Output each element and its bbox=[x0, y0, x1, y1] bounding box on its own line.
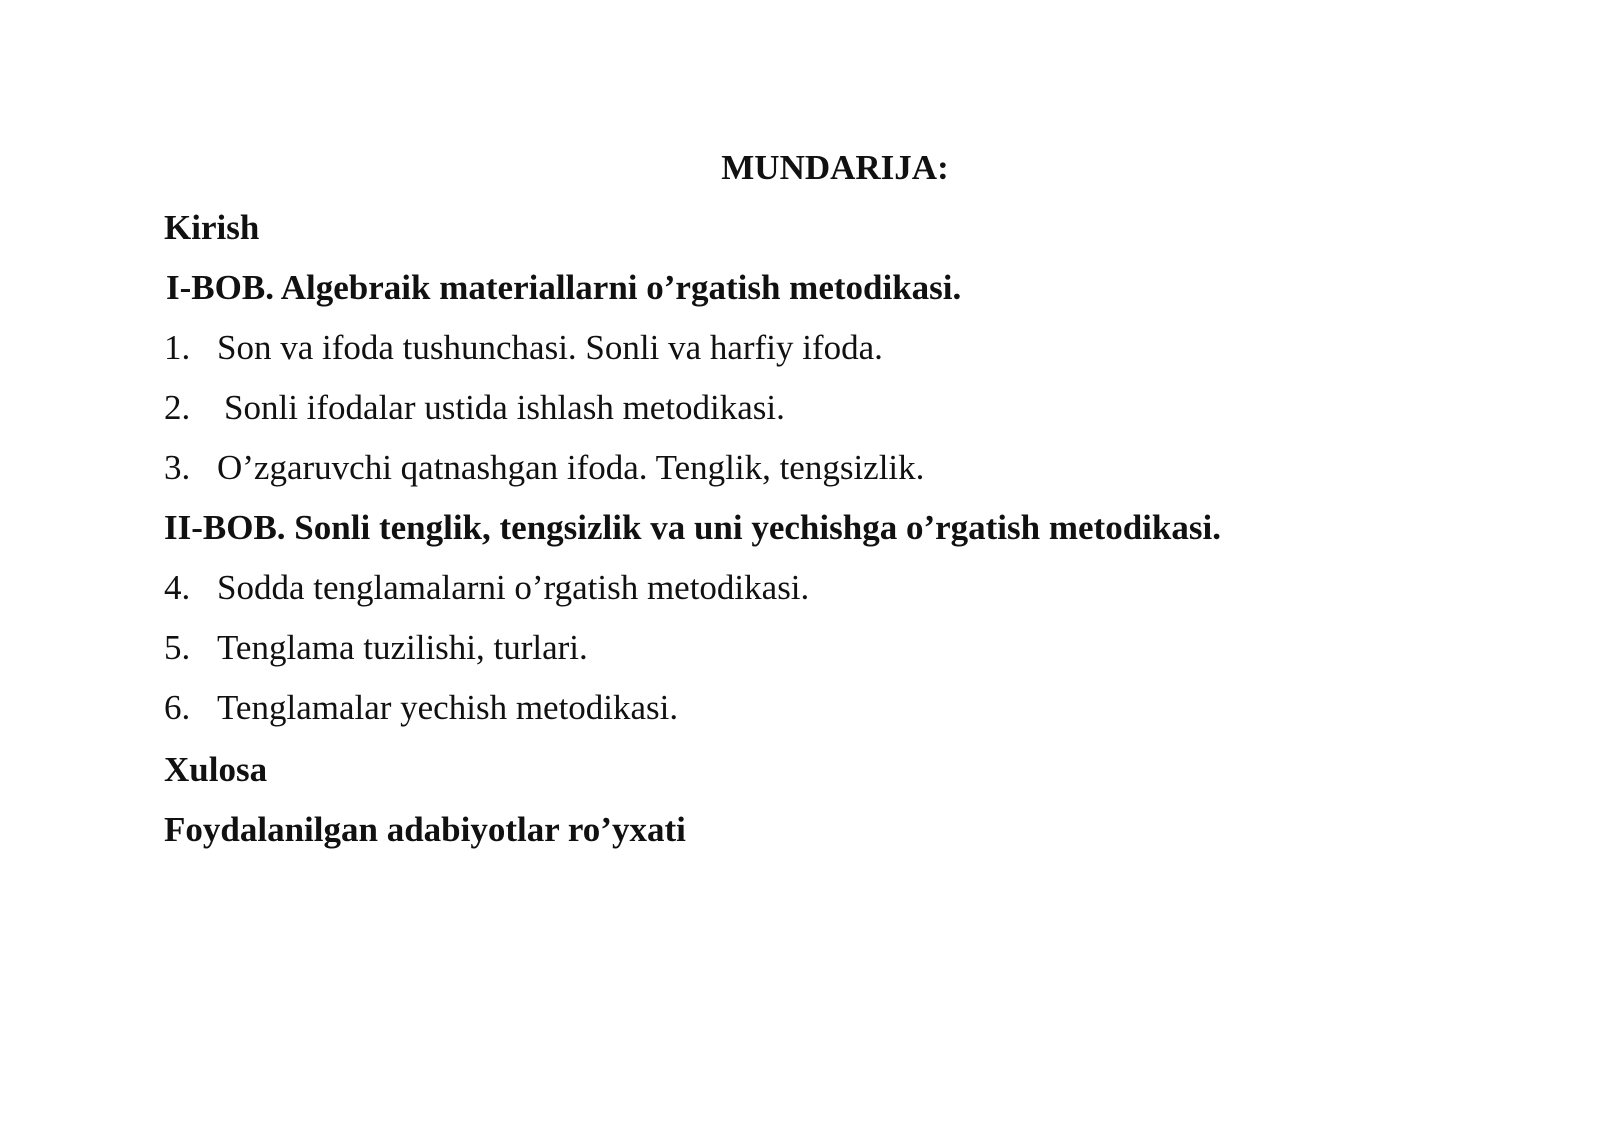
toc-item-number: 5. bbox=[164, 628, 191, 667]
toc-item-text: Tenglamalar yechish metodikasi. bbox=[217, 688, 679, 727]
toc-item-number: 6. bbox=[164, 688, 191, 727]
toc-item-2 bbox=[164, 386, 785, 430]
toc-item-text: Sonli ifodalar ustida ishlash metodikasi. bbox=[224, 388, 785, 427]
toc-item-6 bbox=[164, 686, 678, 730]
toc-item-3 bbox=[164, 446, 924, 490]
toc-chapter1-heading: I-BOB. Algebraik materiallarni o’rgatish metodikasi. bbox=[166, 268, 962, 307]
toc-item-number: 2. bbox=[164, 388, 191, 427]
toc-intro: Kirish bbox=[164, 208, 260, 247]
toc-item-text: Sodda tenglamalarni o’rgatish metodikasi. bbox=[217, 568, 810, 607]
toc-item-text: Son va ifoda tushunchasi. Sonli va harfiy ifoda. bbox=[217, 328, 883, 367]
toc-item-5 bbox=[164, 626, 588, 670]
toc-conclusion: Xulosa bbox=[164, 750, 268, 789]
toc-item-text: O’zgaruvchi qatnashgan ifoda. Tenglik, tengsizlik. bbox=[217, 448, 925, 487]
toc-item-number: 3. bbox=[164, 448, 191, 487]
toc-item-number: 1. bbox=[164, 328, 191, 367]
toc-item-number: 4. bbox=[164, 568, 191, 607]
toc-references: Foydalanilgan adabiyotlar ro’yxati bbox=[164, 810, 686, 849]
toc-item-4 bbox=[164, 566, 809, 610]
toc-chapter2-heading: II-BOB. Sonli tenglik, tengsizlik va uni yechishga o’rgatish metodikasi. bbox=[164, 508, 1221, 547]
toc-item-1 bbox=[164, 326, 883, 370]
page-title: MUNDARIJA: bbox=[721, 148, 949, 187]
toc-item-text: Tenglama tuzilishi, turlari. bbox=[217, 628, 588, 667]
